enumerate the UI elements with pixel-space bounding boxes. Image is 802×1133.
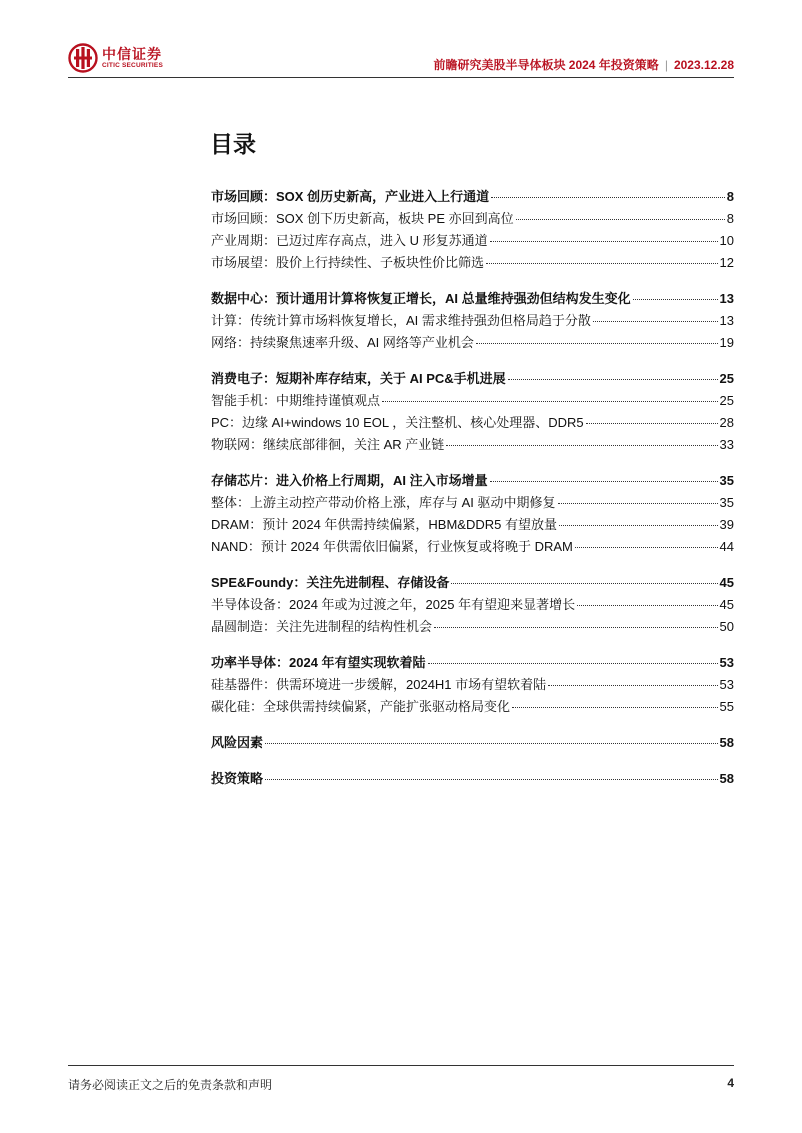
toc-subsection-entry[interactable] — [211, 616, 734, 638]
toc-section-entry[interactable] — [211, 288, 734, 310]
toc-dot-leader — [508, 378, 718, 380]
toc-entry-title: 网络：持续聚焦速率升级、AI 网络等产业机会 — [211, 335, 474, 350]
toc-dot-leader — [559, 524, 718, 526]
toc-group — [211, 652, 734, 718]
toc-entry-title: 市场展望：股价上行持续性、子板块性价比筛选 — [211, 255, 485, 270]
toc-dot-leader — [558, 502, 718, 504]
toc-dot-leader — [451, 582, 717, 584]
toc-entry-title: SPE&Foundy：关注先进制程、存储设备 — [211, 575, 450, 590]
toc-dot-leader — [512, 706, 718, 708]
toc-entry-title: 投资策略 — [211, 771, 264, 786]
toc-entry-page: 53 — [719, 677, 734, 692]
toc-entry-title: 消费电子：短期补库存结束，关于 AI PC&手机进展 — [211, 371, 506, 386]
toc-dot-leader — [548, 684, 717, 686]
citic-logo — [68, 42, 163, 74]
toc-dot-leader — [486, 262, 718, 264]
toc-subsection-entry[interactable] — [211, 230, 734, 252]
toc-entry-title: 风险因素 — [211, 735, 264, 750]
toc-entry-title: 整体：上游主动控产带动价格上涨，库存与 AI 驱动中期修复 — [211, 495, 556, 510]
toc-entry-page: 8 — [726, 211, 734, 226]
toc-dot-leader — [265, 742, 718, 744]
toc-entry-page: 19 — [719, 335, 734, 350]
toc-entry-page: 35 — [719, 495, 734, 510]
toc-subsection-entry[interactable] — [211, 310, 734, 332]
toc-dot-leader — [586, 422, 718, 424]
report-title-line: 前瞻研究美股半导体板块 2024 年投资策略 | 2023.12.28 — [433, 58, 734, 72]
toc-entry-page: 44 — [719, 539, 734, 554]
toc-entry-title: 碳化硅：全球供需持续偏紧，产能扩张驱动格局变化 — [211, 699, 511, 714]
logo-chinese-name: 中信证券 — [102, 46, 162, 62]
toc-group — [211, 288, 734, 354]
toc-entry-title: PC：边缘 AI+windows 10 EOL ，关注整机、核心处理器、DDR5 — [211, 415, 584, 430]
toc-subsection-entry[interactable] — [211, 514, 734, 536]
toc-subsection-entry[interactable] — [211, 594, 734, 616]
toc-entry-page: 50 — [719, 619, 734, 634]
toc-subsection-entry[interactable] — [211, 390, 734, 412]
toc-entry-title: 存储芯片：进入价格上行周期，AI 注入市场增量 — [211, 473, 488, 488]
toc-dot-leader — [428, 662, 718, 664]
toc-group — [211, 732, 734, 754]
toc-subsection-entry[interactable] — [211, 412, 734, 434]
toc-section-entry[interactable] — [211, 368, 734, 390]
toc-dot-leader — [491, 196, 725, 198]
toc-entry-page: 55 — [719, 699, 734, 714]
toc-entry-title: 市场回顾：SOX 创历史新高，产业进入上行通道 — [211, 189, 490, 204]
toc-section-entry[interactable] — [211, 652, 734, 674]
toc-group — [211, 368, 734, 456]
toc-group — [211, 186, 734, 274]
toc-section-entry[interactable] — [211, 186, 734, 208]
toc-dot-leader — [490, 240, 718, 242]
toc-entry-page: 45 — [719, 575, 734, 590]
toc-entry-title: 数据中心：预计通用计算将恢复正增长，AI 总量维持强劲但结构发生变化 — [211, 291, 631, 306]
toc-dot-leader — [577, 604, 717, 606]
toc-subsection-entry[interactable] — [211, 536, 734, 558]
toc-entry-title: 市场回顾：SOX 创下历史新高，板块 PE 亦回到高位 — [211, 211, 514, 226]
toc-entry-page: 13 — [719, 313, 734, 328]
toc-dot-leader — [516, 218, 725, 220]
toc-subsection-entry[interactable] — [211, 696, 734, 718]
toc-group — [211, 470, 734, 558]
footer-divider — [68, 1065, 734, 1066]
citic-emblem-icon — [68, 43, 98, 73]
toc-dot-leader — [382, 400, 718, 402]
toc-dot-leader — [265, 778, 718, 780]
toc-entry-page: 8 — [726, 189, 734, 204]
toc-section-entry[interactable] — [211, 572, 734, 594]
toc-entry-title: 计算：传统计算市场料恢复增长，AI 需求维持强劲但格局趋于分散 — [211, 313, 591, 328]
toc-section-entry[interactable] — [211, 470, 734, 492]
toc-entry-title: 智能手机：中期维持谨慎观点 — [211, 393, 381, 408]
toc-section-entry[interactable] — [211, 732, 734, 754]
toc-section-entry[interactable] — [211, 768, 734, 790]
toc-dot-leader — [476, 342, 718, 344]
toc-entry-page: 10 — [719, 233, 734, 248]
toc-entry-page: 58 — [719, 771, 734, 786]
toc-entry-title: DRAM：预计 2024 年供需持续偏紧，HBM&DDR5 有望放量 — [211, 517, 557, 532]
logo-english-name: CITIC SECURITIES — [102, 62, 163, 69]
toc-entry-page: 35 — [719, 473, 734, 488]
toc-entry-page: 25 — [719, 371, 734, 386]
page-title: 目录 — [210, 131, 256, 157]
toc-subsection-entry[interactable] — [211, 492, 734, 514]
header-divider — [68, 77, 734, 78]
toc-dot-leader — [446, 444, 717, 446]
toc-dot-leader — [633, 298, 718, 300]
toc-entry-page: 58 — [719, 735, 734, 750]
toc-entry-title: 产业周期：已迈过库存高点，进入 U 形复苏通道 — [211, 233, 488, 248]
toc-entry-page: 13 — [719, 291, 734, 306]
toc-subsection-entry[interactable] — [211, 208, 734, 230]
toc-dot-leader — [575, 546, 718, 548]
toc-subsection-entry[interactable] — [211, 332, 734, 354]
toc-group — [211, 572, 734, 638]
toc-subsection-entry[interactable] — [211, 434, 734, 456]
toc-dot-leader — [490, 480, 718, 482]
toc-entry-page: 45 — [719, 597, 734, 612]
toc-entry-page: 53 — [719, 655, 734, 670]
page-header — [0, 0, 802, 78]
toc-entry-title: NAND：预计 2024 年供需依旧偏紧，行业恢复或将晚于 DRAM — [211, 539, 573, 554]
toc-entry-title: 晶圆制造：关注先进制程的结构性机会 — [211, 619, 433, 634]
toc-entry-title: 硅基器件：供需环境进一步缓解，2024H1 市场有望软着陆 — [211, 677, 547, 692]
report-date: 2023.12.28 — [673, 58, 734, 72]
toc-dot-leader — [434, 626, 718, 628]
toc-dot-leader — [593, 320, 718, 322]
toc-entry-page: 25 — [719, 393, 734, 408]
toc-entry-page: 33 — [719, 437, 734, 452]
toc-subsection-entry[interactable] — [211, 674, 734, 696]
report-title: 前瞻研究美股半导体板块 2024 年投资策略 — [433, 58, 659, 72]
page-number: 4 — [727, 1076, 734, 1090]
toc-entry-page: 39 — [719, 517, 734, 532]
footer-disclaimer: 请务必阅读正文之后的免责条款和声明 — [68, 1078, 273, 1092]
toc-group — [211, 768, 734, 790]
table-of-contents — [211, 186, 734, 804]
toc-entry-page: 28 — [719, 415, 734, 430]
toc-entry-title: 物联网：继续底部徘徊，关注 AR 产业链 — [211, 437, 445, 452]
toc-entry-title: 半导体设备：2024 年或为过渡之年，2025 年有望迎来显著增长 — [211, 597, 576, 612]
toc-entry-title: 功率半导体：2024 年有望实现软着陆 — [211, 655, 426, 670]
toc-entry-page: 12 — [719, 255, 734, 270]
toc-subsection-entry[interactable] — [211, 252, 734, 274]
